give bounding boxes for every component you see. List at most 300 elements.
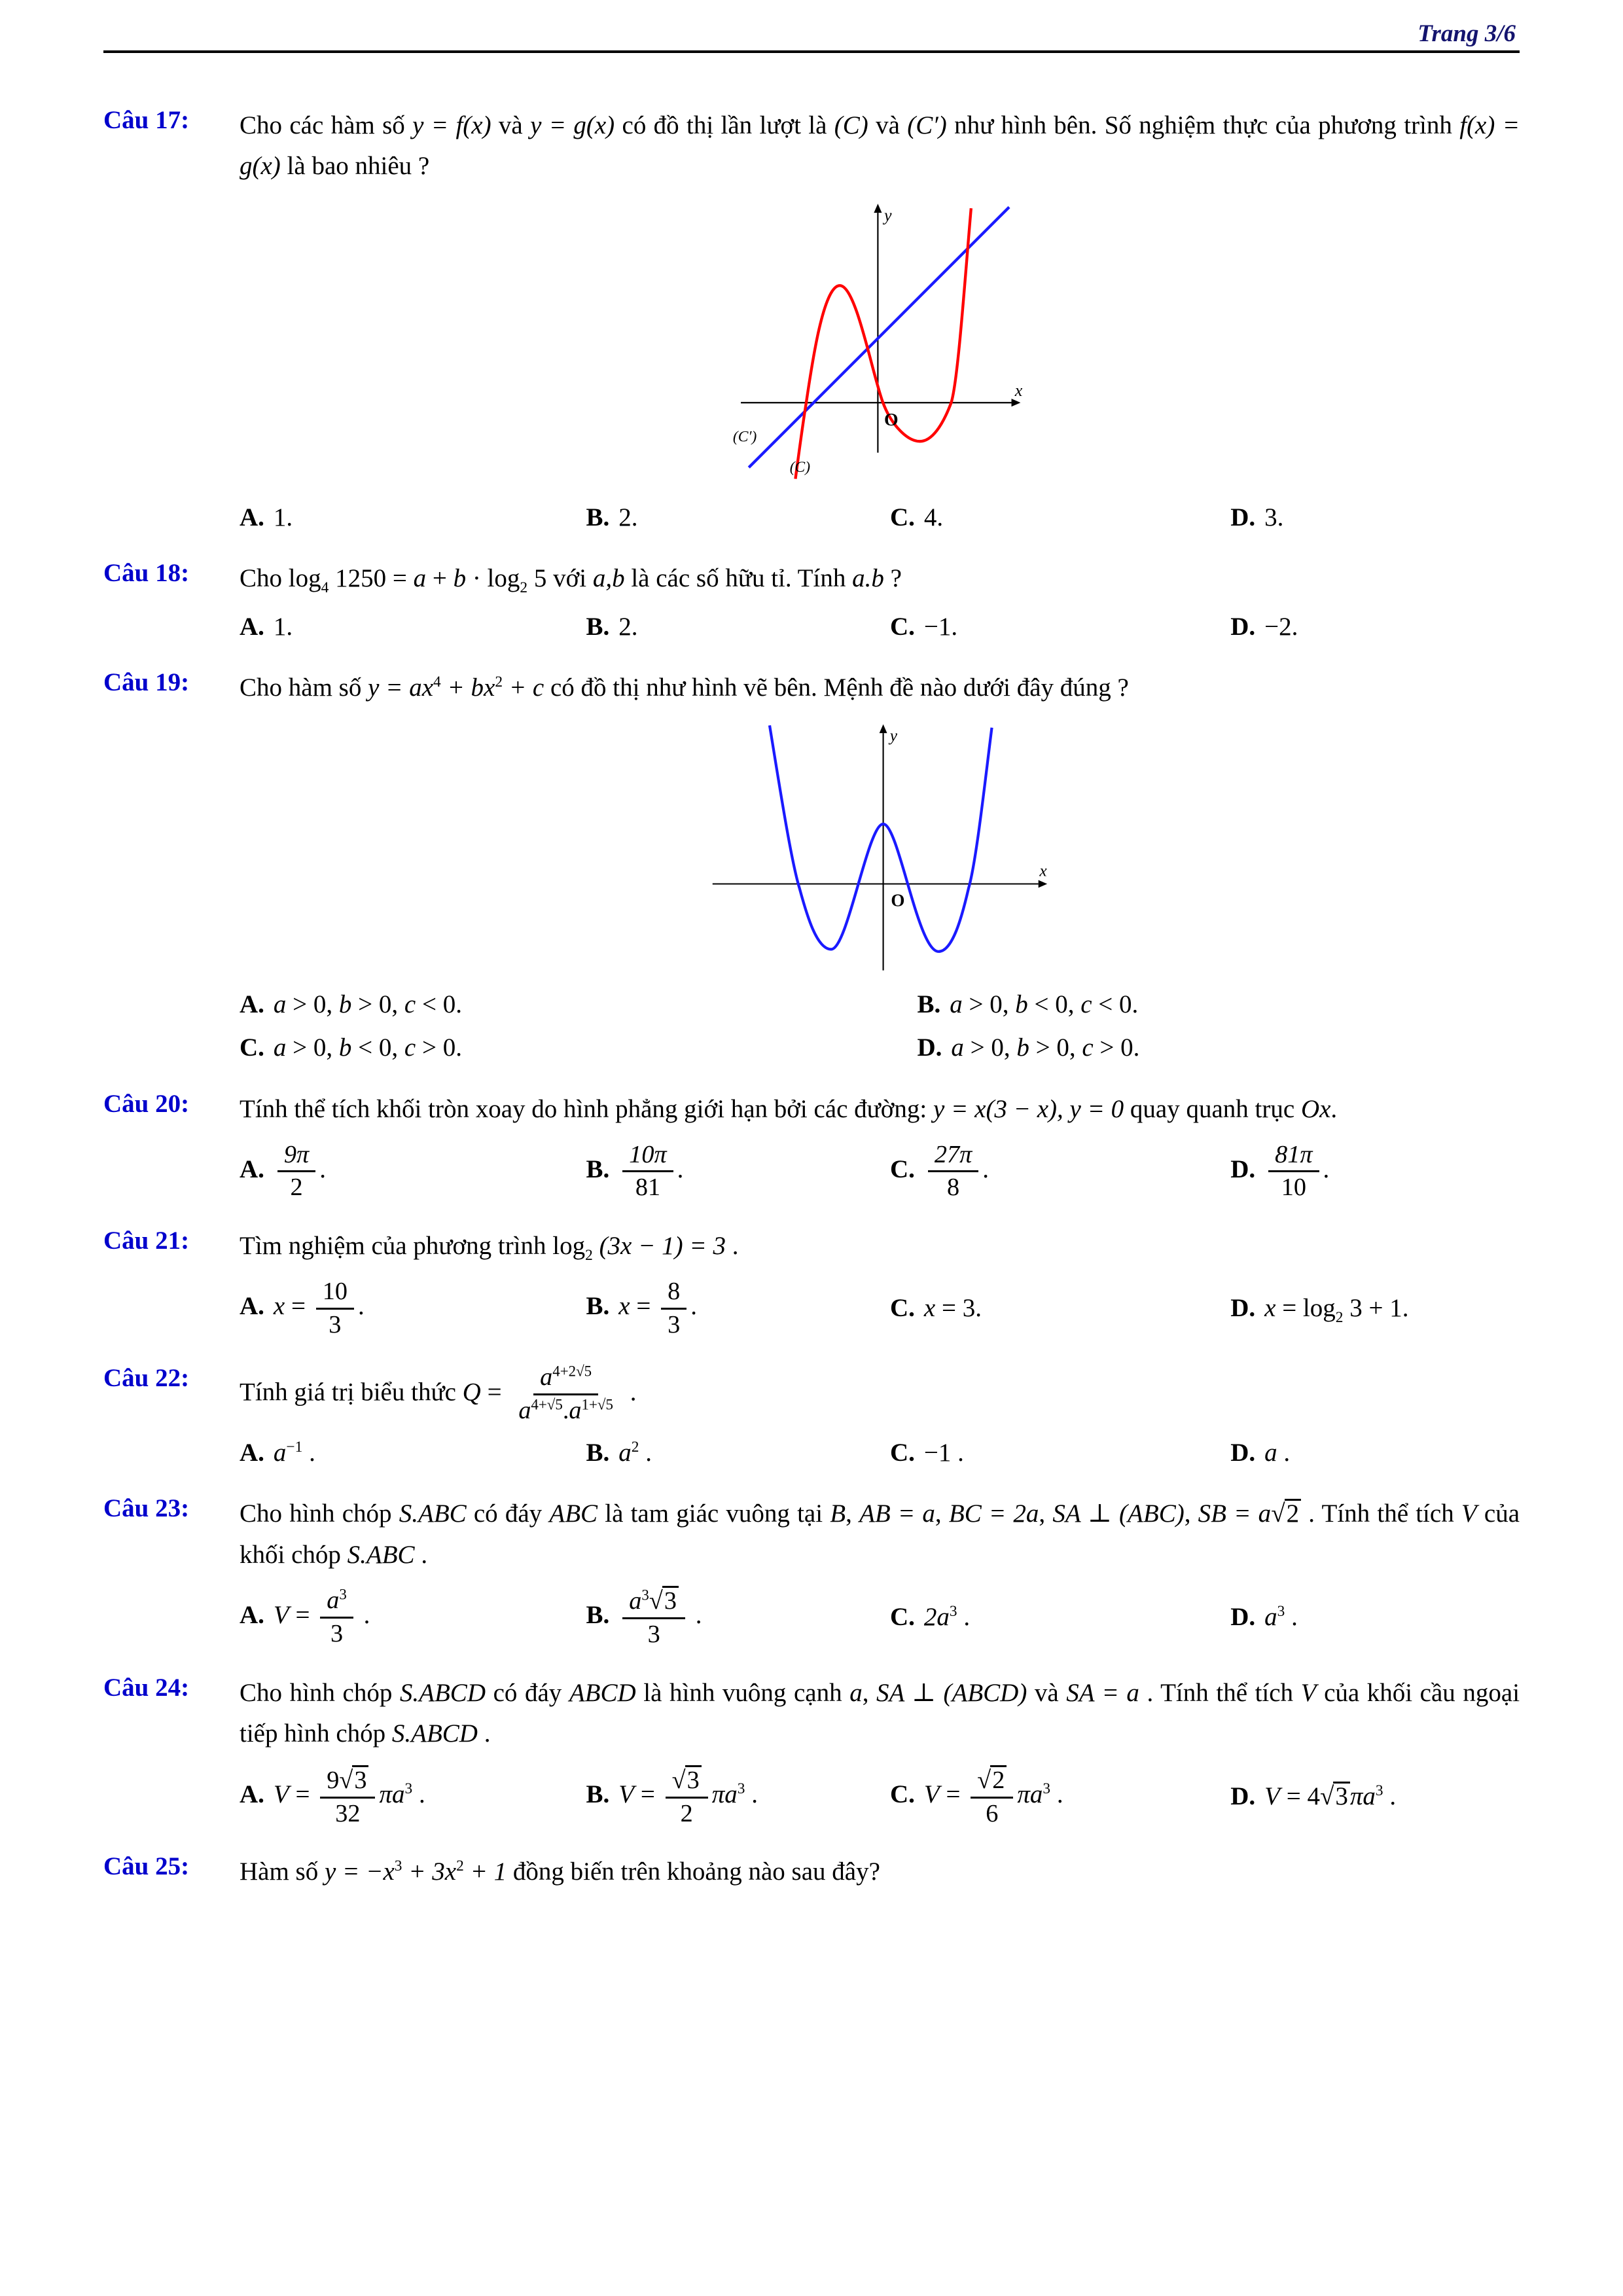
question-25: [103, 1852, 1520, 1892]
text-run: 1.: [273, 503, 293, 531]
option-c: [890, 1600, 1219, 1635]
superscript: 3: [1277, 1603, 1285, 1621]
fraction-numerator: [928, 1141, 978, 1173]
text-run: ABC: [549, 1499, 598, 1528]
fraction: [512, 1363, 620, 1426]
question-21-content: [240, 1226, 1520, 1339]
option-d: [1230, 501, 1520, 535]
question-20-number: Câu 20:: [103, 1090, 190, 1119]
superscript: 3: [1375, 1782, 1383, 1799]
fraction-numerator: [533, 1363, 598, 1395]
option-label: D.: [1230, 1155, 1256, 1183]
text-run: a: [849, 1678, 863, 1707]
option-b: [917, 988, 1520, 1022]
text-run: =: [289, 1780, 317, 1808]
y-axis-label: y: [889, 726, 897, 745]
radical-sign: √: [1319, 1782, 1334, 1810]
text-run: 3: [647, 1620, 660, 1648]
text-run: ,: [846, 1499, 860, 1528]
text-run: b: [338, 1033, 352, 1062]
text-run: 8: [668, 1277, 681, 1305]
text-run: 10π: [629, 1140, 667, 1168]
question-22-text: [240, 1363, 1520, 1426]
option-text: [618, 1766, 758, 1827]
text-run: Q: [462, 1378, 481, 1407]
option-label: D.: [1230, 1438, 1256, 1467]
text-run: 2: [680, 1799, 693, 1827]
text-run: Tính thể tích khối tròn xoay do hình phẳng giới hạn bởi các đường:: [240, 1095, 933, 1124]
fraction-denominator: [661, 1310, 687, 1340]
text-run: .: [1383, 1782, 1397, 1810]
option-label: D.: [1230, 1782, 1256, 1810]
text-run: −1 .: [923, 1438, 964, 1467]
fraction-denominator: [322, 1310, 348, 1340]
option-text: [274, 1439, 315, 1467]
text-run: Cho hàm số: [240, 673, 368, 702]
option-d: [1230, 1780, 1520, 1814]
option-text: [1264, 1782, 1396, 1810]
option-c: [240, 1031, 905, 1066]
text-run: y = g(x): [530, 111, 615, 139]
curve-c-label: (C): [789, 458, 811, 476]
text-run: V: [618, 1780, 635, 1808]
question-20-options: [240, 1141, 1520, 1203]
text-run: 27π: [934, 1140, 972, 1168]
option-label: D.: [1230, 1293, 1256, 1322]
question-23-options: [240, 1586, 1520, 1649]
fraction: [971, 1765, 1013, 1829]
text-run: B: [830, 1499, 846, 1528]
text-run: Cho các hàm số: [240, 111, 413, 139]
subscript: 2: [520, 579, 528, 597]
text-run: .: [957, 1603, 971, 1632]
text-run: của khối cầu ngoại tiếp hình chóp: [240, 1678, 1520, 1748]
option-label: B.: [586, 1438, 610, 1467]
header-rule: [103, 50, 1520, 53]
fraction-denominator: [284, 1172, 310, 1202]
superscript: 4+√5: [531, 1395, 563, 1412]
text-run: c: [1082, 1033, 1094, 1062]
text-run: =: [939, 1780, 967, 1808]
text-run: V: [923, 1780, 940, 1808]
fraction-numerator: [971, 1765, 1013, 1799]
text-run: + 1: [463, 1857, 507, 1886]
fraction-denominator: [641, 1619, 667, 1649]
superscript: −1: [286, 1438, 303, 1456]
text-run: = 3.: [935, 1293, 982, 1322]
fraction-numerator: [316, 1278, 354, 1310]
superscript: 3: [641, 1587, 649, 1604]
text-run: 32: [335, 1799, 361, 1827]
option-label: B.: [586, 1601, 610, 1630]
question-19-content: [240, 668, 1520, 1066]
text-run: c: [404, 1033, 416, 1062]
fraction-denominator: [979, 1799, 1005, 1829]
text-run: a: [518, 1396, 531, 1424]
text-run: ,: [1184, 1499, 1198, 1528]
text-run: Cho hình chóp: [240, 1678, 400, 1707]
radical-sign: √: [671, 1766, 686, 1794]
fraction-denominator: [1275, 1172, 1313, 1202]
text-run: ,: [935, 1499, 949, 1528]
option-text: [273, 1277, 365, 1338]
subscript: 2: [585, 1247, 593, 1265]
fraction-numerator: [277, 1141, 315, 1173]
text-run: là hình vuông cạnh: [635, 1678, 850, 1707]
option-text: [618, 1587, 702, 1648]
text-run: a: [629, 1587, 642, 1615]
question-18: [103, 558, 1520, 644]
question-23: [103, 1494, 1520, 1649]
cubic-curve-c: [795, 208, 971, 478]
text-run: 1.: [273, 612, 293, 641]
option-a: [240, 501, 575, 535]
text-run: .: [639, 1438, 652, 1467]
fraction-denominator: [674, 1799, 700, 1829]
option-text: [1264, 503, 1283, 531]
option-label: D.: [1230, 612, 1256, 641]
text-run: =: [285, 1292, 312, 1321]
option-c: [890, 610, 1219, 645]
text-run: a.b: [852, 564, 884, 593]
text-run: (C′): [907, 111, 947, 139]
text-run: 3: [329, 1310, 342, 1338]
text-run: BC = 2a: [948, 1499, 1039, 1528]
option-label: C.: [240, 1033, 264, 1062]
option-text: [950, 990, 1138, 1018]
question-24-text: [240, 1673, 1520, 1755]
text-run: a: [569, 1396, 582, 1424]
superscript: 3: [737, 1780, 745, 1797]
text-run: > 0,: [286, 990, 339, 1018]
question-22-options: [240, 1436, 1520, 1471]
radicand: [685, 1765, 702, 1793]
text-run: Tìm nghiệm của phương trình: [240, 1232, 553, 1261]
text-run: 2: [1286, 1499, 1300, 1528]
fraction: [666, 1765, 708, 1829]
question-20-text: [240, 1089, 1520, 1130]
option-d: [917, 1031, 1520, 1066]
option-text: [924, 613, 957, 641]
y-axis-arrow: [874, 204, 882, 213]
option-b: [586, 501, 878, 535]
fraction-numerator: [622, 1141, 673, 1173]
text-run: . Tính thể tích: [1139, 1678, 1301, 1707]
radical-sign: √: [977, 1766, 991, 1794]
text-run: < 0,: [1027, 990, 1081, 1018]
question-24: [103, 1673, 1520, 1829]
text-run: = log: [1275, 1293, 1336, 1322]
radical: [977, 1765, 1007, 1795]
question-24-options: [240, 1765, 1520, 1829]
text-run: a: [951, 1033, 964, 1062]
question-25-text: [240, 1852, 1520, 1892]
text-run: πa: [711, 1780, 738, 1808]
question-18-content: [240, 558, 1520, 644]
text-run: > 0,: [286, 1033, 339, 1062]
text-run: .: [319, 1155, 326, 1183]
text-run: =: [630, 1292, 658, 1321]
radicand: [1285, 1499, 1302, 1528]
text-run: ?: [883, 564, 902, 593]
radical: [1271, 1494, 1301, 1534]
option-text: [273, 1766, 425, 1827]
text-run: 3: [664, 1587, 677, 1615]
superscript: 1+√5: [581, 1395, 613, 1412]
page-number: Trang 3/6: [1418, 20, 1516, 47]
text-run: b: [1016, 1033, 1029, 1062]
option-label: A.: [240, 1155, 264, 1183]
text-run: có đồ thị như hình vẽ bên. Mệnh đề nào dưới đây đúng ?: [544, 673, 1129, 702]
question-22-number: Câu 22:: [103, 1363, 190, 1392]
text-run: a: [413, 564, 427, 593]
text-run: có đáy: [485, 1678, 569, 1707]
question-19-text: [240, 668, 1520, 708]
question-19-figure: [240, 722, 1520, 977]
text-run: .: [725, 1232, 739, 1261]
question-25-number: Câu 25:: [103, 1852, 190, 1881]
text-run: b: [1015, 990, 1028, 1018]
question-24-content: [240, 1673, 1520, 1829]
text-run: .: [677, 1155, 684, 1183]
text-run: là bao nhiêu ?: [280, 152, 430, 181]
text-run: 81π: [1275, 1140, 1313, 1168]
text-run: = 4: [1279, 1782, 1320, 1810]
text-run: ,: [1039, 1499, 1053, 1528]
text-run: ABCD: [569, 1678, 636, 1707]
text-run: V: [273, 1780, 289, 1808]
fraction-denominator: [329, 1799, 366, 1829]
text-run: .: [688, 1601, 702, 1630]
option-d: [1230, 1436, 1520, 1471]
origin-label: O: [890, 890, 904, 910]
y-axis-arrow: [879, 724, 887, 733]
text-run: .: [562, 1396, 569, 1424]
question-19: [103, 668, 1520, 1066]
option-label: C.: [889, 503, 915, 531]
text-run: log: [552, 1232, 586, 1261]
x-axis-label: x: [1039, 861, 1047, 880]
text-run: a: [1264, 1438, 1277, 1467]
question-18-number: Câu 18:: [103, 559, 190, 588]
line-curve-c-prime: [749, 207, 1009, 467]
text-run: πa: [1017, 1780, 1043, 1808]
text-run: 2: [290, 1174, 303, 1202]
option-b: [586, 1278, 878, 1340]
option-text: [951, 1033, 1139, 1062]
option-text: [924, 1294, 982, 1322]
fraction: [622, 1586, 685, 1649]
option-d: [1230, 610, 1520, 645]
text-run: · log: [466, 564, 520, 593]
text-run: 4.: [923, 503, 944, 531]
superscript: 2: [495, 673, 503, 691]
text-run: .: [1323, 1155, 1330, 1183]
text-run: AB = a: [859, 1499, 935, 1528]
graph-two-curves: [732, 200, 1027, 490]
text-run: y = x(3 − x), y = 0: [933, 1095, 1124, 1124]
fraction: [316, 1278, 354, 1340]
fraction-numerator: [320, 1587, 353, 1619]
option-label: A.: [240, 1438, 264, 1467]
superscript: 3: [1043, 1780, 1051, 1797]
text-run: =: [289, 1601, 317, 1630]
option-c: [890, 1436, 1219, 1471]
text-run: b: [453, 564, 467, 593]
fraction-denominator: [940, 1172, 966, 1202]
text-run: là các số hữu tỉ. Tính: [624, 564, 853, 593]
option-label: C.: [889, 1293, 915, 1322]
option-text: [924, 1439, 964, 1467]
page-header: [103, 20, 1520, 53]
option-text: [924, 503, 943, 531]
option-b: [586, 1436, 878, 1471]
option-text: [923, 1766, 1063, 1827]
option-a: [240, 1587, 575, 1649]
text-run: < 0.: [1092, 990, 1139, 1018]
text-run: SA ⊥ (ABCD): [876, 1678, 1027, 1707]
superscript: 3: [949, 1603, 957, 1621]
fraction-denominator: [512, 1395, 620, 1426]
question-21-options: [240, 1278, 1520, 1340]
text-run: S.ABCD: [399, 1678, 486, 1707]
option-label: C.: [889, 1155, 915, 1183]
option-a: [240, 610, 575, 645]
text-run: .: [745, 1780, 758, 1808]
text-run: .: [414, 1540, 428, 1569]
option-label: B.: [586, 503, 610, 531]
option-text: [274, 613, 293, 641]
option-d: [1230, 1600, 1520, 1635]
text-run: như hình bên. Số nghiệm thực của phương trình: [946, 111, 1460, 139]
text-run: a: [327, 1586, 340, 1614]
option-c: [890, 501, 1219, 535]
text-run: .: [412, 1780, 425, 1808]
text-run: S.ABC: [347, 1540, 415, 1569]
text-run: πa: [1349, 1782, 1376, 1810]
text-run: .: [690, 1292, 697, 1321]
text-run: Cho hình chóp: [240, 1499, 399, 1528]
fraction-numerator: [622, 1586, 685, 1619]
question-19-options: [240, 988, 1520, 1066]
text-run: a: [273, 1033, 287, 1062]
text-run: −1.: [923, 612, 958, 641]
text-run: 2.: [618, 503, 638, 531]
option-label: D.: [1230, 1603, 1256, 1632]
fraction: [277, 1141, 315, 1203]
text-run: 3: [668, 1310, 681, 1338]
question-17-content: [240, 105, 1520, 535]
text-run: Ox: [1300, 1095, 1331, 1124]
superscript: 3: [404, 1780, 413, 1797]
text-run: SA ⊥ (ABC): [1052, 1499, 1185, 1528]
text-run: S.ABCD: [391, 1719, 478, 1748]
option-text: [618, 503, 637, 531]
text-run: > 0,: [962, 990, 1016, 1018]
text-run: 3 + 1.: [1343, 1293, 1409, 1322]
option-label: A.: [240, 612, 264, 641]
option-label: C.: [889, 1438, 915, 1467]
subscript: 2: [1335, 1308, 1344, 1326]
question-17-number: Câu 17:: [103, 106, 190, 134]
text-run: 10: [1281, 1174, 1306, 1202]
fraction: [1268, 1141, 1319, 1203]
text-run: đồng biến trên khoảng nào sau đây?: [507, 1857, 880, 1886]
superscript: 4+2√5: [552, 1362, 592, 1379]
option-text: [618, 1439, 652, 1467]
text-run: .: [1285, 1603, 1298, 1632]
text-run: + c: [503, 673, 544, 702]
fraction-denominator: [324, 1619, 349, 1649]
option-b: [586, 1586, 878, 1649]
option-text: [1264, 613, 1298, 641]
radical-sign: √: [649, 1587, 663, 1615]
text-run: a: [273, 1438, 287, 1467]
text-run: a,b: [592, 564, 625, 593]
text-run: a: [540, 1363, 553, 1391]
option-a: [240, 988, 905, 1022]
option-label: C.: [889, 1603, 915, 1632]
text-run: a: [273, 990, 287, 1018]
text-run: c: [1080, 990, 1092, 1018]
quartic-curve: [769, 725, 991, 951]
superscript: 2: [631, 1438, 639, 1456]
question-23-text: [240, 1494, 1520, 1575]
text-run: 10: [322, 1277, 348, 1305]
option-d: [1230, 1291, 1520, 1326]
radical: [1320, 1780, 1350, 1814]
option-label: A.: [240, 503, 264, 531]
text-run: 2a: [923, 1603, 950, 1632]
option-label: B.: [586, 1155, 610, 1183]
text-run: > 0,: [351, 990, 404, 1018]
text-run: 3: [687, 1766, 700, 1794]
text-run: + 3x: [402, 1857, 457, 1886]
text-run: < 0.: [416, 990, 462, 1018]
option-text: [924, 1603, 970, 1631]
option-label: A.: [240, 990, 264, 1018]
radical: [339, 1765, 368, 1795]
text-run: Cho: [240, 564, 289, 593]
x-axis-arrow: [1038, 880, 1047, 888]
text-run: 8: [947, 1174, 960, 1202]
text-run: + bx: [440, 673, 495, 702]
option-text: [274, 1033, 462, 1062]
option-label: B.: [586, 612, 610, 641]
radical-sign: √: [1271, 1499, 1285, 1528]
text-run: SB = a: [1198, 1499, 1272, 1528]
superscript: 2: [456, 1857, 464, 1875]
question-21: [103, 1226, 1520, 1339]
question-18-options: [240, 610, 1520, 645]
text-run: 5 với: [527, 564, 593, 593]
option-c: [890, 1141, 1219, 1203]
text-run: log: [288, 564, 321, 593]
option-label: B.: [586, 1780, 610, 1808]
text-run: và: [1027, 1678, 1067, 1707]
fraction: [928, 1141, 978, 1203]
text-run: −2.: [1264, 612, 1298, 641]
text-run: . Tính thể tích: [1301, 1499, 1461, 1528]
text-run: x: [923, 1293, 936, 1322]
text-run: > 0,: [963, 1033, 1017, 1062]
fraction: [661, 1278, 687, 1340]
text-run: 1250 =: [329, 564, 414, 593]
text-run: V: [273, 1601, 289, 1630]
text-run: có đáy: [466, 1499, 550, 1528]
text-run: c: [404, 990, 416, 1018]
text-run: .: [302, 1438, 315, 1467]
